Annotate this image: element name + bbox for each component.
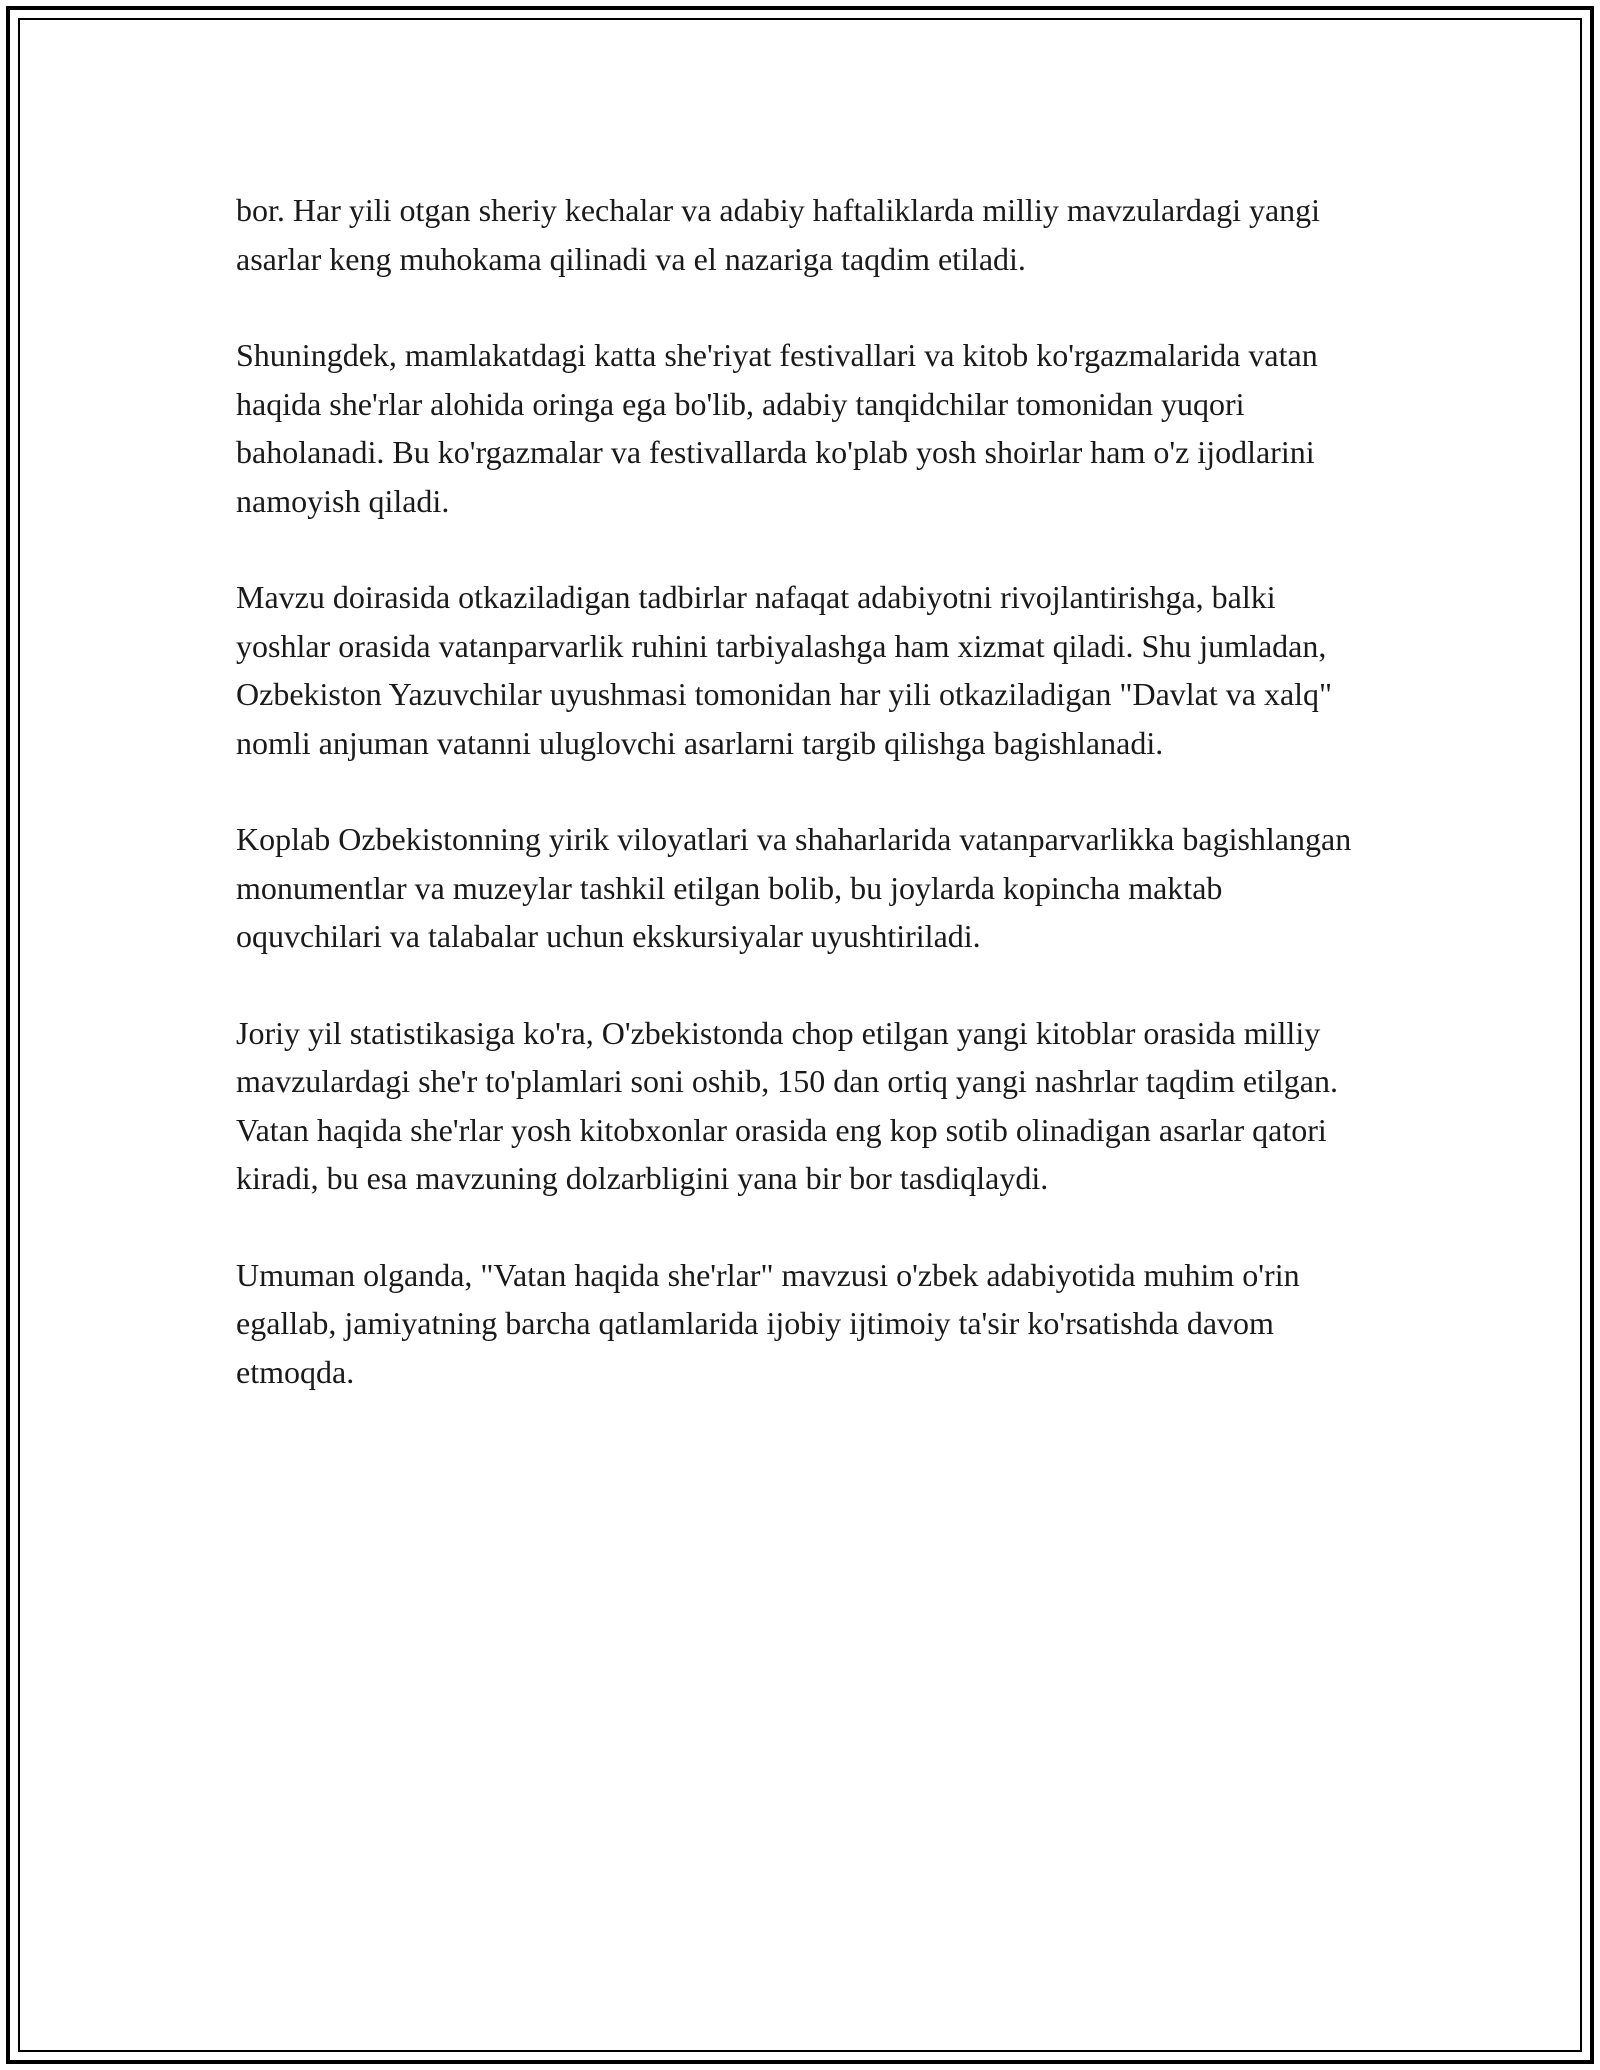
paragraph-4: Koplab Ozbekistonning yirik viloyatlari va shaharlarida vatanparvarlikka bagishlangan monumentlar va muzeylar tashkil etilgan bolib, bu joylarda kopincha maktab oquvchilari va talabalar uchun ekskursiyalar uyushtiriladi. bbox=[236, 821, 1352, 954]
paragraph-3: Mavzu doirasida otkaziladigan tadbirlar nafaqat adabiyotni rivojlantirishga, balki yoshlar orasida vatanparvarlik ruhini tarbiyalashga ham xizmat qiladi. Shu jumladan, Ozbekiston Yazuvchilar uyushmasi tomonidan har yili otkaziladigan "Davlat va xalq" nomli anjuman vatanni uluglovchi asarlarni targib qilishga bagishlanadi. bbox=[236, 579, 1333, 761]
paragraph-5: Joriy yil statistikasiga ko'ra, O'zbekistonda chop etilgan yangi kitoblar orasida milliy mavzulardagi she'r to'plamlari soni oshib, 150 dan ortiq yangi nashrlar taqdim etilgan. Vatan haqida she'rlar yosh kitobxonlar orasida eng kop sotib olinadigan asarlar qatori kiradi, bu esa mavzuning dolzarbligini yana bir bor tasdiqlaydi. bbox=[236, 1014, 1338, 1196]
document-body bbox=[236, 186, 1366, 1444]
paragraph-1: bor. Har yili otgan sheriy kechalar va adabiy haftaliklarda milliy mavzulardagi yangi asarlar keng muhokama qilinadi va el nazariga taqdim etiladi. bbox=[236, 192, 1321, 277]
paragraph-6: Umuman olganda, "Vatan haqida she'rlar" mavzusi o'zbek adabiyotida muhim o'rin egallab, jamiyatning barcha qatlamlarida ijobiy ijtimoiy ta'sir ko'rsatishda davom etmoqda. bbox=[236, 1256, 1300, 1390]
paragraph-2: Shuningdek, mamlakatdagi katta she'riyat festivallari va kitob ko'rgazmalarida vatan haqida she'rlar alohida oringa ega bo'lib, adabiy tanqidchilar tomonidan yuqori baholanadi. Bu ko'rgazmalar va festivallarda ko'plab yosh shoirlar ham o'z ijodlarini namoyish qiladi. bbox=[236, 337, 1318, 519]
